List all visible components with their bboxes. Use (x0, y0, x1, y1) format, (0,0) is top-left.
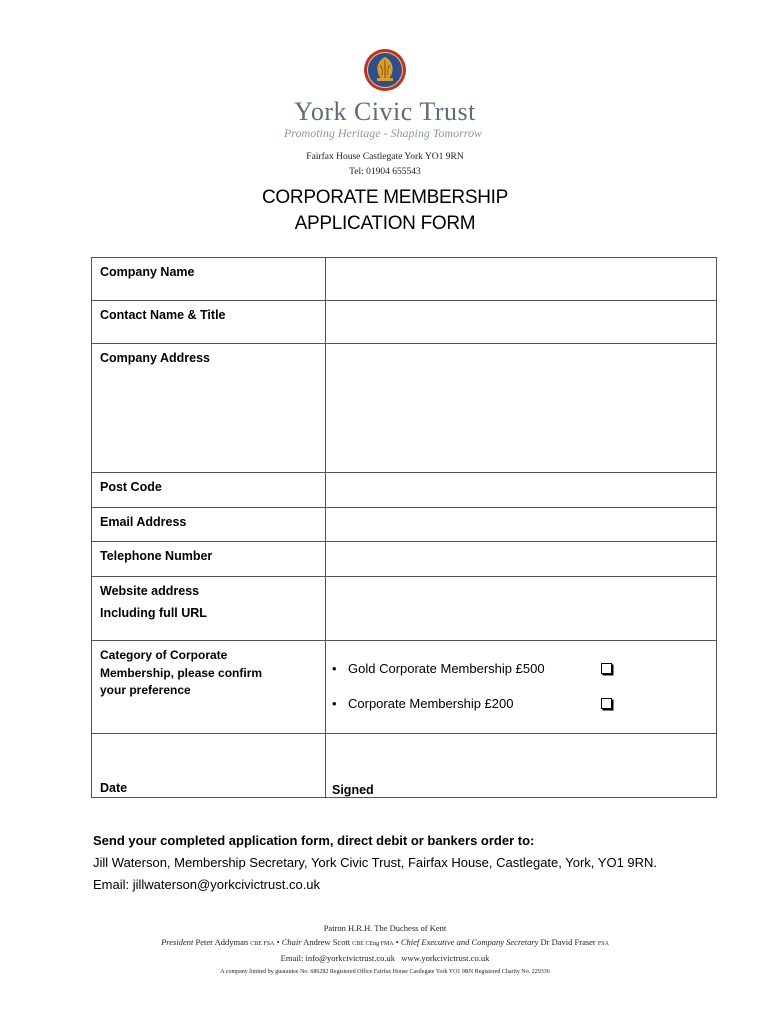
company-address-field[interactable] (326, 344, 717, 473)
company-address-row (92, 344, 717, 473)
email-address-label: Email Address (92, 508, 326, 542)
footer-officers (0, 936, 770, 951)
contact-name-label: Contact Name & Title (92, 301, 326, 344)
category-label-line-1: Category of Corporate (100, 648, 228, 662)
contact-name-field[interactable] (326, 301, 717, 344)
website-field[interactable] (326, 577, 717, 641)
separator-2: • (395, 937, 399, 947)
footer-patron: Patron H.R.H. The Duchess of Kent (323, 923, 447, 933)
ceo-name: Dr David Fraser (540, 937, 596, 947)
form-title-line-1: CORPORATE MEMBERSHIP (262, 187, 508, 208)
org-address: Fairfax House Castlegate York YO1 9RN (306, 152, 464, 162)
company-name-field[interactable] (326, 258, 717, 301)
category-options (326, 641, 717, 734)
post-code-label: Post Code (92, 473, 326, 508)
chair-name: Andrew Scott (303, 937, 351, 947)
chair-honours: CBE CEng FMA (352, 941, 394, 947)
category-row (92, 641, 717, 734)
date-field[interactable] (92, 734, 326, 798)
form-title (0, 185, 770, 237)
telephone-field[interactable] (326, 542, 717, 577)
option-gold-label: Gold Corporate Membership £500 (348, 661, 545, 676)
application-form-table (91, 257, 717, 798)
send-heading: Send your completed application form, direct debit or bankers order to: (93, 833, 535, 848)
option-corporate-membership (326, 677, 716, 713)
post-code-field[interactable] (326, 473, 717, 508)
gold-membership-checkbox[interactable] (601, 663, 612, 674)
email-row (92, 508, 717, 542)
option-gold-membership (326, 641, 716, 677)
category-label-line-3: your preference (100, 683, 191, 697)
president-name: Peter Addyman (195, 937, 249, 947)
date-label: Date (100, 781, 128, 795)
website-label (92, 577, 326, 641)
corporate-membership-checkbox[interactable] (601, 698, 612, 709)
york-civic-trust-logo-icon (363, 48, 407, 92)
org-telephone: Tel: 01904 655543 (349, 167, 421, 177)
contact-name-row (92, 301, 717, 344)
chair-label: Chair (281, 937, 302, 947)
letterhead (0, 48, 770, 179)
footer-email: Email: info@yorkcivictrust.co.uk (280, 953, 395, 963)
website-label-line-2: Including full URL (100, 606, 207, 620)
send-email: Email: jillwaterson@yorkcivictrust.co.uk (93, 877, 321, 892)
website-row (92, 577, 717, 641)
president-honours: CBE FSA (250, 941, 275, 947)
option-corporate-label: Corporate Membership £200 (348, 696, 514, 711)
form-title-line-2: APPLICATION FORM (294, 213, 476, 234)
signed-label: Signed (332, 783, 374, 797)
date-signed-row (92, 734, 717, 798)
company-address-label: Company Address (92, 344, 326, 473)
org-name: York Civic Trust (294, 97, 476, 126)
category-label-line-2: Membership, please confirm (100, 665, 263, 680)
footer-contact (0, 951, 770, 965)
bullet-icon: • (332, 696, 337, 711)
post-code-row (92, 473, 717, 508)
telephone-row (92, 542, 717, 577)
telephone-label: Telephone Number (92, 542, 326, 577)
ceo-honours: FSA (597, 941, 609, 947)
send-address: Jill Waterson, Membership Secretary, York Civic Trust, Fairfax House, Castlegate, York, YO1 9RN. (93, 855, 658, 870)
letterhead-footer (0, 921, 770, 979)
ceo-label: Chief Executive and Company Secretary (400, 937, 539, 947)
signature-field[interactable] (326, 734, 717, 798)
send-instructions (93, 830, 657, 896)
tagline: Promoting Heritage - Shaping Tomorrow (283, 126, 482, 140)
bullet-icon: • (332, 661, 337, 676)
footer-website: www.yorkcivictrust.co.uk (401, 953, 490, 963)
category-label (92, 641, 326, 734)
president-label: President (161, 937, 194, 947)
footer-company-info: A company limited by guarantee No. 686282 Registered Office Fairfax House Castlegate York YO1 9RN Registered Charity No. 229336 (220, 969, 550, 975)
company-name-label: Company Name (92, 258, 326, 301)
email-address-field[interactable] (326, 508, 717, 542)
website-label-line-1: Website address (100, 584, 200, 598)
separator-1: • (276, 937, 280, 947)
company-name-row (92, 258, 717, 301)
